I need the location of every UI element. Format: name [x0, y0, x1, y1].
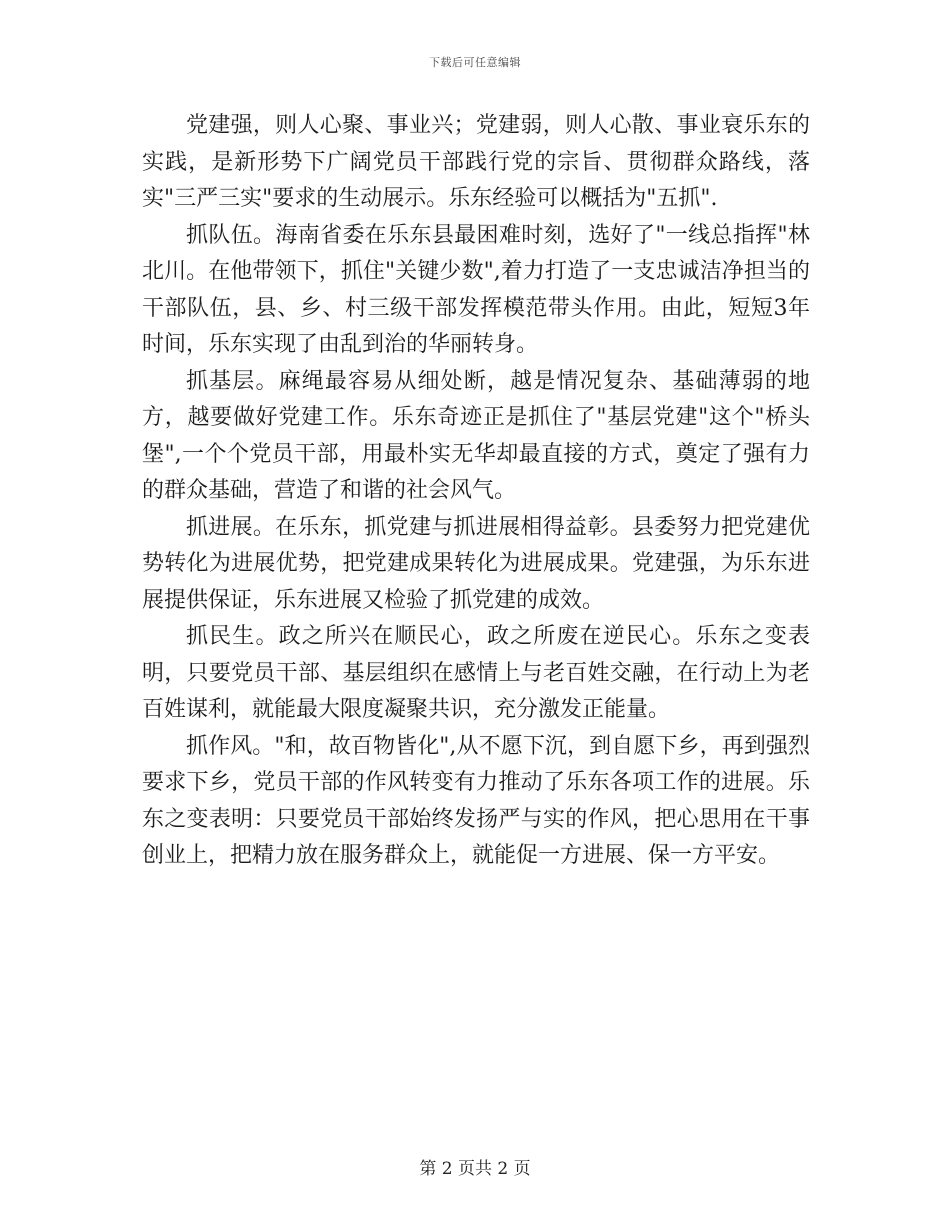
paragraph-livelihood: 抓民生。政之所兴在顺民心，政之所废在逆民心。乐东之变表明，只要党员干部、基层组织在感情上与老百姓交融，在行动上为老百姓谋利，就能最大限度凝聚共识，充分激发正能量。	[142, 624, 810, 722]
paragraph-team: 抓队伍。海南省委在乐东县最困难时刻，选好了"一线总指挥"林北川。在他带领下，抓住"关键少数",着力打造了一支忠诚洁净担当的干部队伍，县、乡、村三级干部发挥模范带头作用。由此，短短3年时间，乐东实现了由乱到治的华丽转身。	[142, 222, 810, 357]
document-body	[142, 108, 810, 875]
paragraph-style: 抓作风。"和，故百物皆化",从不愿下沉，到自愿下乡，再到强烈要求下乡，党员干部的作风转变有力推动了乐东各项工作的进展。乐东之变表明：只要党员干部始终发扬严与实的作风，把心思用在干事创业上，把精力放在服务群众上，就能促一方进展、保一方平安。	[142, 733, 810, 868]
page-header-note: 下载后可任意编辑	[429, 56, 521, 69]
paragraph-progress: 抓进展。在乐东，抓党建与抓进展相得益彰。县委努力把党建优势转化为进展优势，把党建成果转化为进展成果。党建强，为乐东进展提供保证，乐东进展又检验了抓党建的成效。	[142, 514, 810, 613]
paragraph-intro: 党建强，则人心聚、事业兴；党建弱，则人心散、事业衰乐东的实践，是新形势下广阔党员干部践行党的宗旨、贯彻群众路线，落实"三严三实"要求的生动展示。乐东经验可以概括为"五抓".	[142, 113, 810, 211]
page-number: 第 2 页共 2 页	[419, 1159, 531, 1179]
paragraph-grassroots: 抓基层。麻绳最容易从细处断，越是情况复杂、基础薄弱的地方，越要做好党建工作。乐东奇迹正是抓住了"基层党建"这个"桥头堡",一个个党员干部，用最朴实无华却最直接的方式，奠定了强有力的群众基础，营造了和谐的社会风气。	[142, 368, 810, 503]
